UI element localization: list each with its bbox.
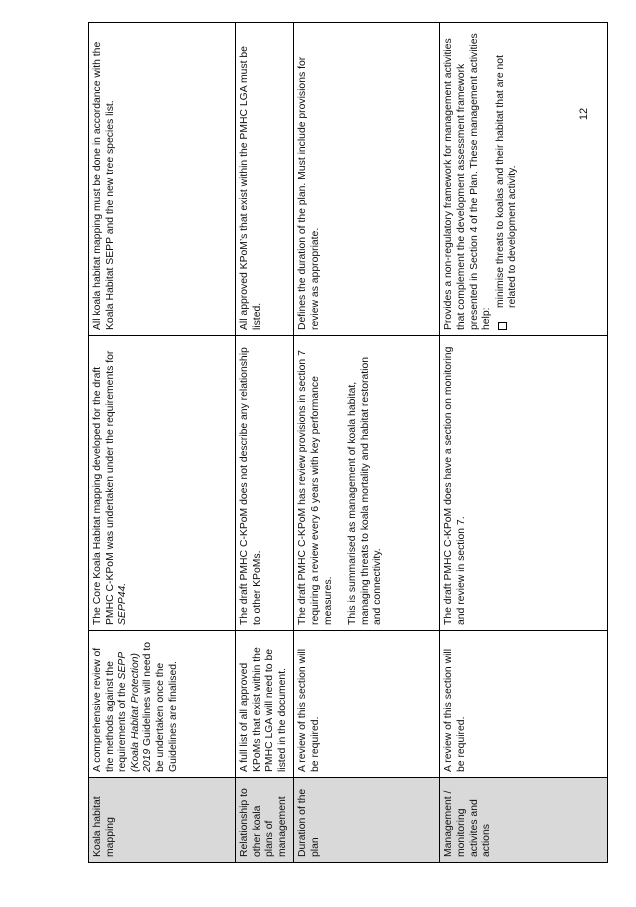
text-run: Guidelines will need to be undertaken once the Guidelines are finalised.: [142, 642, 179, 772]
table-row: [89, 23, 236, 863]
text-run: The Core Koala Habitat mapping developed for the draft PMHC C-KPoM was undertaken under the requirements for: [92, 350, 116, 625]
table-row: [440, 23, 608, 863]
bullet-text: minimise threats to koalas and their habitat that are not related to development activity.: [494, 55, 519, 308]
checkbox-bullet-icon: [498, 322, 507, 330]
row-label: Duration of the plan: [294, 778, 440, 863]
text-run: A comprehensive review of the methods against the requirements of the: [92, 647, 129, 772]
review-table: [88, 22, 608, 863]
page-number: 12: [578, 107, 591, 121]
requirement-text: Provides a non-regulatory framework for management activities that complement the development assessment framework presented in Section 4 of the Plan. These management activities help:: [443, 33, 493, 330]
review-cell: A review of this section will be required.: [440, 631, 608, 778]
text-run-italic: SEPP (Koala Habitat Protection) 2019: [117, 652, 154, 772]
requirement-cell: Defines the duration of the plan. Must include provisions for review as appropriate.: [294, 23, 440, 336]
draft-paragraph: This is summarised as management of koala habitat, managing threats to koala mortality and habitat restoration and connectivity.: [347, 356, 384, 625]
requirement-cell: All approved KPoM’s that exist within the PMHC LGA must be listed.: [236, 23, 294, 336]
text-run-italic: SEPP44.: [117, 582, 129, 625]
requirement-cell: All koala habitat mapping must be done in accordance with the Koala Habitat SEPP and the new tree species list.: [89, 23, 236, 336]
table-row: [236, 23, 294, 863]
draft-cell: The draft PMHC C-KPoM does have a section on monitoring and review in section 7.: [440, 336, 608, 631]
draft-cell: [294, 336, 440, 631]
review-cell: A full list of all approved KPoMs that exist within the PMHC LGA will need to be listed in the document.: [236, 631, 294, 778]
rotated-page: [88, 23, 604, 863]
review-cell: A review of this section will be required.: [294, 631, 440, 778]
draft-cell: The draft PMHC C-KPoM does not describe any relationship to other KPoMs.: [236, 336, 294, 631]
row-label: Koala habitat mapping: [89, 778, 236, 863]
draft-paragraph: The draft PMHC C-KPoM has review provisions in section 7 requiring a review every 6 years with key performance measures.: [297, 350, 334, 625]
draft-cell: [89, 336, 236, 631]
requirement-cell: [440, 23, 608, 336]
row-label: Management / monitoring activites and actions: [440, 778, 608, 863]
list-item: [495, 28, 520, 330]
table-row: [294, 23, 440, 863]
row-label: Relationship to other koala plans of management: [236, 778, 294, 863]
review-cell: [89, 631, 236, 778]
bullet-list: [495, 28, 520, 330]
